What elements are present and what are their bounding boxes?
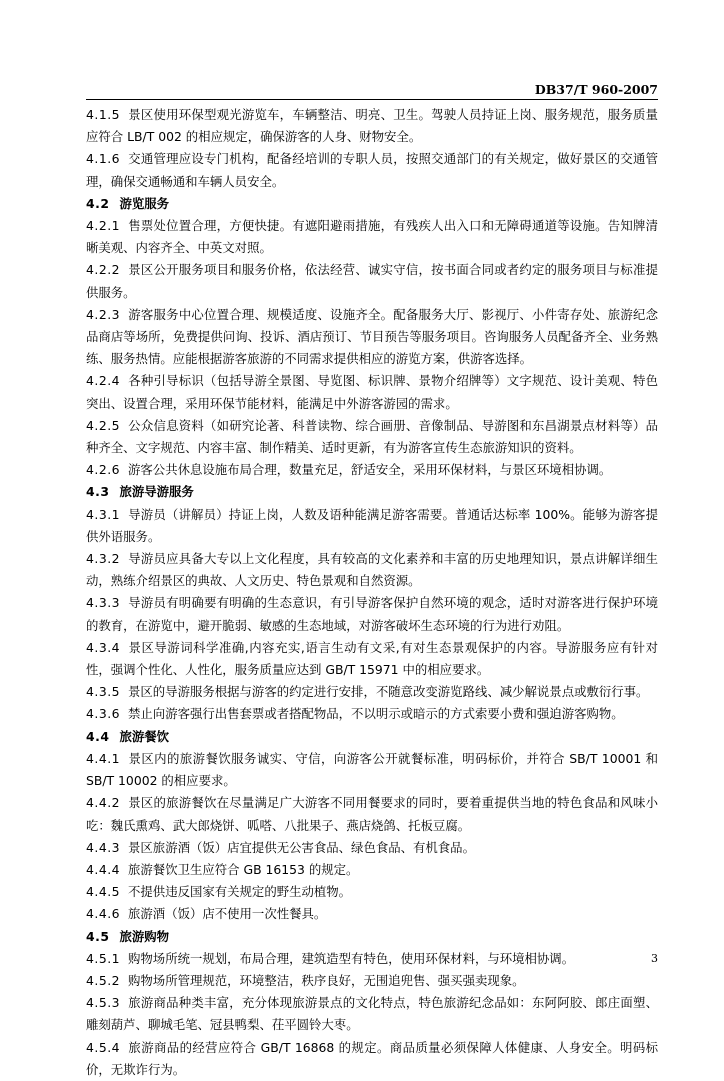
clause-number: 4.2.4 [86, 373, 121, 389]
header-rule [86, 99, 658, 100]
clause-number: 4.2.6 [86, 462, 121, 478]
clause-paragraph [86, 859, 658, 881]
clause-paragraph [86, 792, 658, 836]
clause-text: 景区内的旅游餐饮服务诚实、守信，向游客公开就餐标准，明码标价，并符合 SB/T 10001 和 SB/T 10002 的相应要求。 [86, 750, 658, 789]
clause-text: 交通管理应设专门机构，配备经培训的专职人员，按照交通部门的有关规定，做好景区的交通管理，确保交通畅通和车辆人员安全。 [86, 151, 658, 189]
clause-text: 景区导游词科学准确,内容充实,语言生动有文采,有对生态景观保护的内容。导游服务应有针对性，强调个性化、人性化，服务质量应达到 GB/T 15971 中的相应要求。 [86, 639, 658, 678]
clause-text: 旅游商品的经营应符合 GB/T 16868 的规定。商品质量必须保障人体健康、人身安全。明码标价，无欺诈行为。 [86, 1039, 658, 1077]
clause-number: 4.4.3 [86, 839, 121, 855]
clause-text: 景区旅游酒（饭）店宜提供无公害食品、绿色食品、有机食品。 [128, 839, 475, 855]
clause-paragraph [86, 459, 658, 481]
section-title: 旅游购物 [119, 928, 170, 944]
clause-text: 购物场所统一规划，布局合理，建筑造型有特色，使用环保材料，与环境相协调。 [128, 950, 575, 966]
clause-paragraph [86, 215, 658, 259]
clause-text: 各种引导标识（包括导游全景图、导览图、标识牌、景物介绍牌等）文字规范、设计美观、特色突出、设置合理，采用环保节能材料，能满足中外游客游园的需求。 [86, 373, 658, 411]
section-title: 游览服务 [119, 195, 170, 211]
clause-number: 4.3.6 [86, 706, 121, 722]
clause-paragraph [86, 148, 658, 192]
section-title: 旅游导游服务 [119, 484, 194, 500]
clause-text: 不提供违反国家有关规定的野生动植物。 [128, 884, 352, 900]
clause-text: 购物场所管理规范，环境整洁，秩序良好，无围追兜售、强买强卖现象。 [128, 972, 525, 988]
clause-paragraph [86, 504, 658, 548]
section-heading [86, 926, 658, 948]
clause-text: 导游员（讲解员）持证上岗，人数及语种能满足游客需要。普通话达标率 100%。能够为游客提供外语服务。 [86, 506, 658, 544]
clause-text: 公众信息资料（如研究论著、科普读物、综合画册、音像制品、导游图和东昌湖景点材料等）品种齐全、文字规范、内容丰富、制作精美、适时更新，有为游客宣传生态旅游知识的资料。 [86, 417, 658, 456]
clause-paragraph [86, 304, 658, 371]
clause-paragraph [86, 370, 658, 414]
clause-number: 4.1.5 [86, 107, 121, 122]
clause-number: 4.4.1 [86, 750, 121, 766]
document-body [86, 104, 658, 1081]
clause-number: 4.3.3 [86, 595, 121, 611]
clause-paragraph [86, 548, 658, 592]
clause-number: 4.5.3 [86, 995, 121, 1011]
clause-number: 4.2.1 [86, 218, 121, 234]
clause-number: 4.2.2 [86, 262, 121, 278]
clause-paragraph [86, 104, 658, 148]
clause-number: 4.4 [86, 728, 110, 744]
section-heading [86, 193, 658, 215]
clause-text: 旅游酒（饭）店不使用一次性餐具。 [128, 906, 327, 922]
clause-text: 景区使用环保型观光游览车，车辆整洁、明亮、卫生。驾驶人员持证上岗、服务规范，服务质量应符合 LB/T 002 的相应规定，确保游客的人身、财物安全。 [86, 107, 658, 145]
clause-number: 4.4.5 [86, 884, 121, 900]
clause-number: 4.5.2 [86, 972, 121, 988]
clause-text: 导游员应具备大专以上文化程度，具有较高的文化素养和丰富的历史地理知识，景点讲解详细生动，熟练介绍景区的典故、人文历史、特色景观和自然资源。 [86, 551, 658, 589]
document-code: DB37/T 960-2007 [534, 82, 658, 97]
clause-paragraph [86, 948, 658, 970]
clause-text: 景区公开服务项目和服务价格，依法经营、诚实守信，按书面合同或者约定的服务项目与标准提供服务。 [86, 262, 658, 300]
clause-text: 景区的导游服务根据与游客的约定进行安排，不随意改变游览路线、减少解说景点或敷衍行事。 [128, 684, 649, 700]
clause-paragraph [86, 748, 658, 792]
clause-paragraph [86, 681, 658, 703]
section-heading [86, 481, 658, 503]
clause-paragraph [86, 837, 658, 859]
clause-text: 禁止向游客强行出售套票或者搭配物品，不以明示或暗示的方式索要小费和强迫游客购物。 [128, 706, 624, 722]
clause-text: 导游员有明确要有明确的生态意识，有引导游客保护自然环境的观念，适时对游客进行保护环境的教育，在游览中，避开脆弱、敏感的生态地域，对游客破坏生态环境的行为进行劝阻。 [86, 595, 658, 633]
clause-text: 景区的旅游餐饮在尽量满足广大游客不同用餐要求的同时，要着重提供当地的特色食品和风味小吃：魏氏熏鸡、武大郎烧饼、呱嗒、八批果子、燕店烧鸽、托板豆腐。 [86, 795, 658, 833]
clause-paragraph [86, 970, 658, 992]
clause-paragraph [86, 703, 658, 725]
clause-number: 4.1.6 [86, 151, 121, 167]
clause-paragraph [86, 881, 658, 903]
clause-number: 4.3.4 [86, 639, 121, 655]
clause-number: 4.3 [86, 484, 110, 500]
clause-number: 4.2 [86, 195, 110, 211]
clause-number: 4.4.2 [86, 795, 121, 811]
clause-number: 4.4.4 [86, 861, 121, 877]
page-number: 3 [651, 952, 658, 965]
clause-paragraph [86, 415, 658, 459]
clause-number: 4.3.2 [86, 551, 121, 567]
clause-number: 4.5 [86, 928, 110, 944]
clause-number: 4.5.4 [86, 1039, 121, 1055]
section-heading [86, 726, 658, 748]
clause-text: 售票处位置合理，方便快捷。有遮阳避雨措施，有残疾人出入口和无障碍通道等设施。告知牌清晰美观、内容齐全、中英文对照。 [86, 218, 658, 256]
clause-paragraph [86, 1037, 658, 1081]
section-title: 旅游餐饮 [119, 728, 170, 744]
clause-number: 4.4.6 [86, 906, 121, 922]
clause-text: 旅游餐饮卫生应符合 GB 16153 的规定。 [128, 861, 359, 877]
clause-paragraph [86, 903, 658, 925]
clause-number: 4.2.5 [86, 417, 121, 433]
clause-text: 游客服务中心位置合理、规模适度、设施齐全。配备服务大厅、影视厅、小件寄存处、旅游纪念品商店等场所，免费提供问询、投诉、酒店预订、节目预告等服务项目。咨询服务人员配备齐全、业务熟练、服务热情。应能根据游客旅游的不同需求提供相应的游览方案，供游客选择。 [86, 306, 658, 367]
clause-number: 4.3.5 [86, 684, 121, 700]
clause-paragraph [86, 992, 658, 1036]
clause-text: 游客公共休息设施布局合理，数量充足，舒适安全，采用环保材料，与景区环境相协调。 [128, 462, 612, 478]
clause-paragraph [86, 637, 658, 681]
clause-text: 旅游商品种类丰富，充分体现旅游景点的文化特点，特色旅游纪念品如：东阿阿胶、郎庄面塑、雕刻葫芦、聊城毛笔、冠县鸭梨、茌平圆铃大枣。 [86, 995, 658, 1033]
clause-paragraph [86, 259, 658, 303]
clause-number: 4.2.3 [86, 306, 121, 322]
clause-paragraph [86, 592, 658, 636]
clause-number: 4.5.1 [86, 950, 121, 966]
clause-number: 4.3.1 [86, 506, 121, 522]
